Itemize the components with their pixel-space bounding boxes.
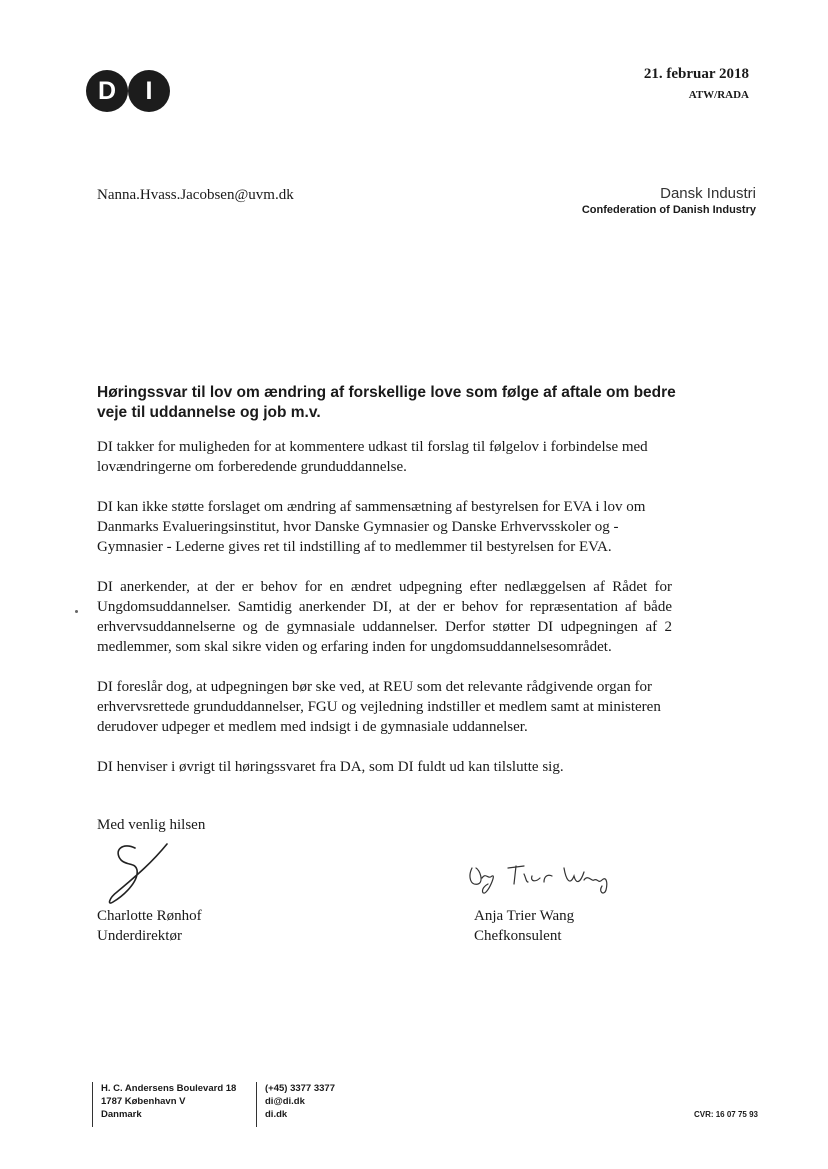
- di-logo: [86, 70, 170, 112]
- body-paragraph: DI anerkender, at der er behov for en ændret udpegning efter nedlæggelsen af Rådet for Ungdomsuddannelser. Samtidig anerkender DI, at der er behov for repræsentation af både erhvervsuddannelserne og de gymnasiale uddannelser. Derfor støtter DI udpegningen af 2 medlemmer, som skal sikre viden og erfaring inden for ungdomsuddannelsesområdet.: [97, 579, 672, 655]
- organization-block: [582, 185, 756, 216]
- footer-contact: [256, 1082, 335, 1127]
- body-paragraph: DI takker for muligheden for at kommentere udkast til forslag til følgelov i forbindelse med lovændringerne om forberedende grunduddannelse.: [97, 439, 648, 475]
- body-paragraph: DI foreslår dog, at udpegningen bør ske ved, at REU som det relevante rådgivende organ for erhvervsrettede grunduddannelser, FGU og vejledning indstiller et medlem samt at ministeren derudover udpeger et medlem med indsigt i de gymnasiale uddannelser.: [97, 679, 661, 735]
- footer-city: 1787 København V: [101, 1096, 186, 1107]
- footer-address: [92, 1082, 236, 1127]
- footer-phone: (+45) 3377 3377: [265, 1083, 335, 1094]
- signatory-2-title: Chefkonsulent: [474, 928, 562, 944]
- signatory-1-title: Underdirektør: [97, 928, 182, 944]
- footer-street: H. C. Andersens Boulevard 18: [101, 1083, 237, 1094]
- logo-circle-i: I: [128, 70, 170, 112]
- closing-greeting: Med venlig hilsen: [97, 817, 206, 833]
- letter-date: 21. februar 2018: [643, 66, 749, 82]
- signature-anja: [466, 858, 616, 902]
- letter-body: [97, 437, 672, 797]
- signature-charlotte: [105, 840, 175, 908]
- body-paragraph: DI kan ikke støtte forslaget om ændring af sammensætning af bestyrelsen for EVA i lov om Danmarks Evalueringsinstitut, hvor Danske Gymnasier og Danske Erhvervsskoler og -Gymnasier - Lederne gives ret til indstilling af to medlemmer til bestyrelsen for EVA.: [97, 499, 646, 555]
- letter-subject: Høringssvar til lov om ændring af forskellige love som følge af aftale om bedre veje til uddannelse og job m.v.: [97, 384, 676, 421]
- recipient-email: Nanna.Hvass.Jacobsen@uvm.dk: [97, 187, 294, 203]
- footer-cvr: CVR: 16 07 75 93: [693, 1110, 758, 1119]
- signatory-1-name: Charlotte Rønhof: [97, 908, 202, 924]
- logo-circle-d: D: [86, 70, 128, 112]
- scan-speck: [75, 610, 78, 613]
- footer-email: di@di.dk: [265, 1096, 305, 1107]
- signatory-2-name: Anja Trier Wang: [474, 908, 575, 924]
- footer-country: Danmark: [101, 1109, 142, 1120]
- letter-reference: ATW/RADA: [688, 89, 749, 101]
- footer-web: di.dk: [265, 1109, 288, 1120]
- organization-name: Dansk Industri: [660, 185, 756, 202]
- organization-subtitle: Confederation of Danish Industry: [581, 204, 756, 216]
- signatory-1: [97, 906, 202, 946]
- signatory-2: [474, 906, 574, 946]
- body-paragraph: DI henviser i øvrigt til høringssvaret fra DA, som DI fuldt ud kan tilslutte sig.: [97, 759, 564, 775]
